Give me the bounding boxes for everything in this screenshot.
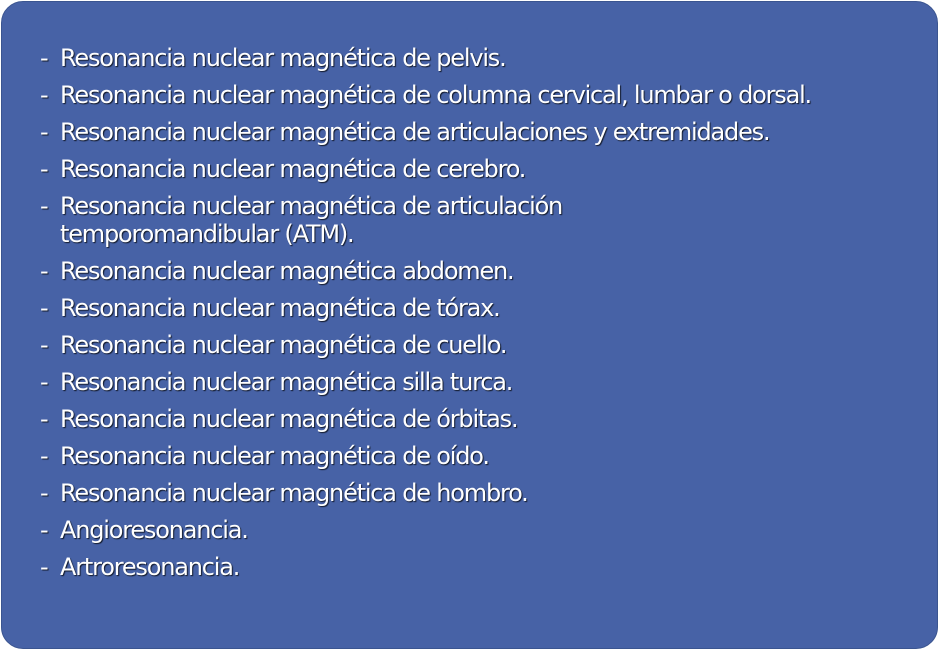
list-bullet: - [40,81,48,109]
list-item [40,257,920,285]
list-bullet: - [40,155,48,183]
list-item [40,405,920,433]
list-bullet: - [40,479,48,507]
list-bullet: - [40,368,48,396]
list-item [40,553,920,581]
list-item-text: Resonancia nuclear magnética de hombro. [60,479,528,507]
procedure-list [40,44,920,590]
list-item [40,118,920,146]
list-item-text: Resonancia nuclear magnética de articulaciones y extremidades. [60,118,770,146]
list-item-text: Resonancia nuclear magnética de pelvis. [60,44,506,72]
list-item [40,442,920,470]
list-bullet: - [40,44,48,72]
list-item-text: Resonancia nuclear magnética de columna cervical, lumbar o dorsal. [60,81,811,109]
list-item [40,155,920,183]
list-item-text: Resonancia nuclear magnética de cerebro. [60,155,526,183]
list-bullet: - [40,516,48,544]
list-item-text: Resonancia nuclear magnética de tórax. [60,294,500,322]
list-item-text: Resonancia nuclear magnética de cuello. [60,331,507,359]
list-item [40,516,920,544]
list-bullet: - [40,331,48,359]
list-item-text: Resonancia nuclear magnética de articulación temporomandibular (ATM). [60,192,563,248]
list-item [40,479,920,507]
list-item [40,294,920,322]
list-item-text: Angioresonancia. [60,516,248,544]
list-item-text: Resonancia nuclear magnética de oído. [60,442,489,470]
list-item-text: Resonancia nuclear magnética de órbitas. [60,405,518,433]
list-item [40,81,920,109]
list-item-text: Resonancia nuclear magnética abdomen. [60,257,514,285]
list-bullet: - [40,294,48,322]
list-bullet: - [40,192,48,220]
content-panel [1,1,938,649]
list-item-text: Artroresonancia. [60,553,240,581]
list-bullet: - [40,553,48,581]
list-item-text: Resonancia nuclear magnética silla turca. [60,368,513,396]
list-bullet: - [40,405,48,433]
list-bullet: - [40,442,48,470]
list-bullet: - [40,118,48,146]
list-item [40,331,920,359]
list-item [40,368,920,396]
list-item [40,44,920,72]
list-bullet: - [40,257,48,285]
list-item [40,192,920,248]
